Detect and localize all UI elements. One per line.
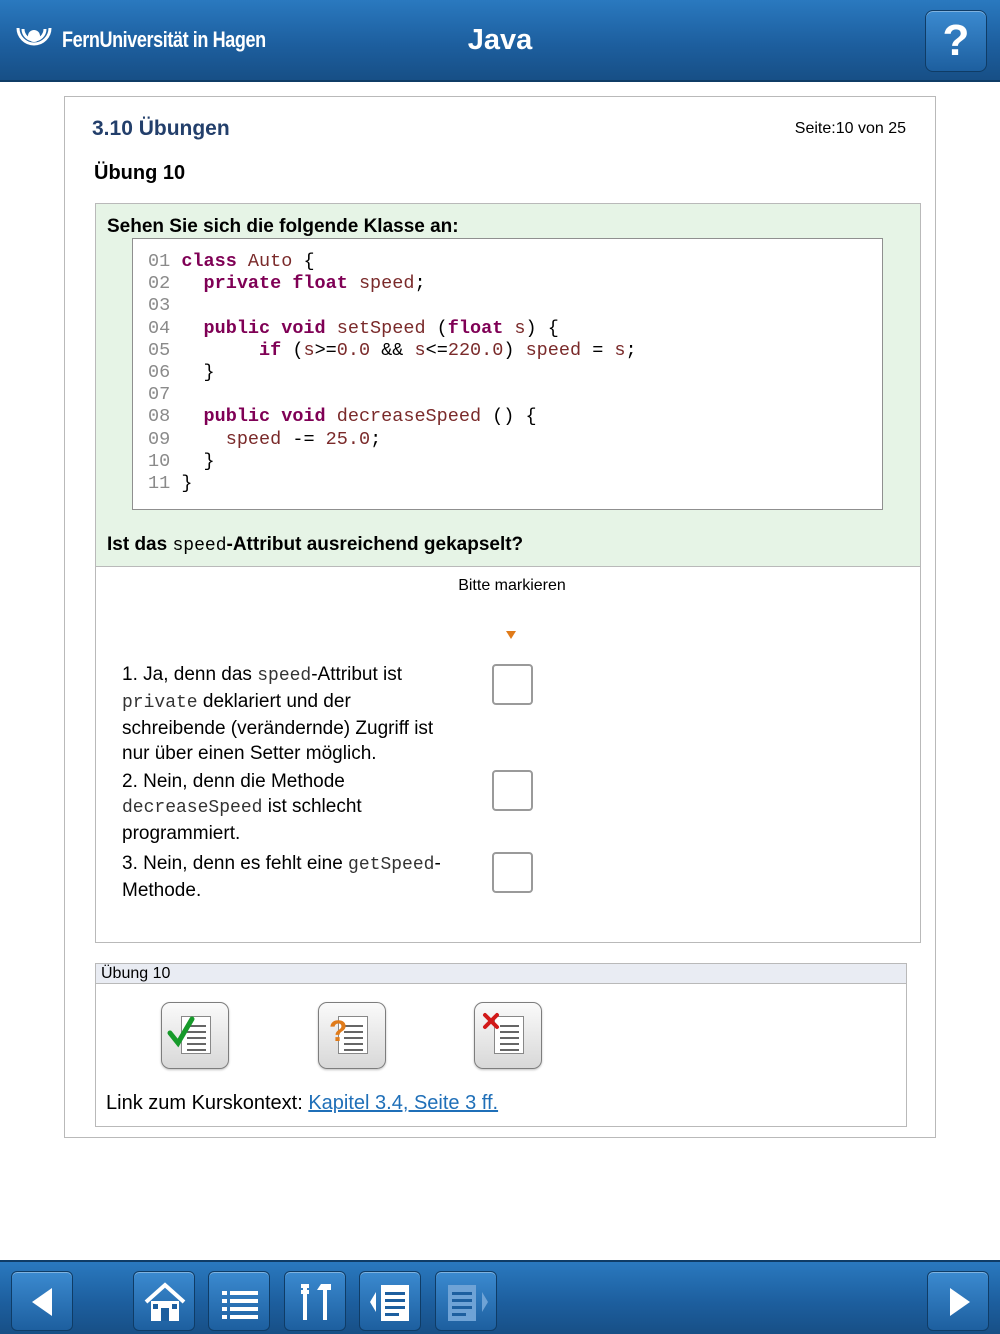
question-text (107, 534, 523, 556)
home-icon (134, 1272, 196, 1332)
next-document-button[interactable] (435, 1271, 497, 1331)
line-number: 05 (148, 339, 182, 361)
arrow-right-icon (928, 1272, 990, 1332)
code-token: () { (492, 406, 537, 428)
answer-code: getSpeed (348, 855, 435, 875)
document-right-icon (436, 1272, 498, 1332)
code-token: ( (436, 317, 448, 339)
answer-text: 1. Ja, denn das (122, 664, 258, 685)
code-token: ) (503, 339, 526, 361)
answer-text: 2. Nein, denn die Methode (122, 771, 345, 792)
check-answer-button[interactable] (161, 1002, 229, 1069)
line-number: 03 (148, 295, 182, 317)
question-box (95, 203, 921, 567)
code-token: { (303, 251, 315, 272)
answer-checkbox-2[interactable] (492, 770, 533, 811)
home-button[interactable] (133, 1271, 195, 1331)
answer-text: deklariert und der schreibende (verändernde) Zugriff ist nur über einen Setter möglich. (122, 691, 434, 764)
line-number: 01 (148, 251, 182, 272)
code-token: ; (625, 339, 637, 361)
code-token: ; (414, 273, 426, 295)
answer-text: -Attribut ist (311, 664, 403, 685)
code-line (148, 362, 215, 384)
code-token: s (614, 339, 626, 361)
code-token: } (181, 362, 215, 383)
document-left-icon (360, 1272, 422, 1332)
answer-code: private (122, 693, 198, 713)
logo-text: FernUniversität in Hagen (62, 27, 266, 52)
help-button[interactable] (925, 10, 987, 72)
code-token: s (303, 339, 315, 361)
exercise-title: Übung 10 (94, 162, 186, 184)
code-line (148, 273, 426, 295)
question-before: Ist das (107, 534, 173, 555)
line-number: 11 (148, 473, 182, 494)
code-token: ) { (525, 317, 559, 339)
code-token: } (181, 450, 215, 472)
answer-text: -Methode. (122, 853, 441, 901)
arrow-down-icon (506, 631, 516, 639)
code-token: } (181, 473, 193, 494)
code-line (148, 295, 181, 317)
line-number: 07 (148, 384, 182, 406)
question-code: speed (172, 536, 227, 556)
line-number: 08 (148, 406, 182, 428)
code-line (148, 429, 381, 451)
code-line (148, 384, 181, 406)
list-icon (209, 1272, 271, 1332)
next-page-button[interactable] (927, 1271, 989, 1331)
question-after: -Attribut ausreichend gekapselt? (226, 534, 524, 555)
answer-text: 3. Nein, denn es fehlt eine (122, 853, 349, 874)
question-mark-icon (319, 1003, 387, 1070)
table-of-contents-button[interactable] (208, 1271, 270, 1331)
code-token: && (370, 339, 415, 361)
tools-icon (285, 1272, 347, 1332)
code-token: private float (181, 273, 348, 295)
code-token: ; (370, 428, 382, 450)
code-token: <= (425, 339, 448, 361)
exercise-tools (95, 963, 907, 1127)
code-token: speed (181, 428, 282, 450)
arrow-left-icon (12, 1272, 74, 1332)
code-token: public void (181, 406, 326, 428)
code-token: 25.0 (325, 428, 371, 450)
mark-hint: Bitte markieren (458, 577, 566, 594)
svg-text:?: ? (329, 1015, 348, 1048)
code-token: public void (181, 317, 326, 339)
intro-text: Sehen Sie sich die folgende Klasse an: (107, 216, 459, 237)
code-token: float (447, 317, 504, 339)
answer-option-1 (122, 662, 452, 766)
code-token: >= (314, 339, 337, 361)
line-number: 02 (148, 273, 182, 295)
code-line (148, 473, 192, 495)
cross-icon (475, 1003, 543, 1070)
code-line (148, 251, 315, 273)
code-token: s (503, 317, 526, 339)
app-title: Java (467, 24, 533, 56)
line-number: 06 (148, 362, 182, 383)
course-context-line (106, 1092, 498, 1115)
code-token: 220.0 (447, 339, 504, 361)
code-token: Auto (236, 251, 304, 272)
code-token: speed (525, 339, 582, 361)
code-token: speed (347, 273, 415, 295)
answer-checkbox-1[interactable] (492, 664, 533, 705)
answer-option-2 (122, 769, 452, 846)
page-indicator: Seite:10 von 25 (794, 120, 906, 137)
content-frame (64, 96, 936, 1138)
show-hint-button[interactable] (318, 1002, 386, 1069)
code-listing (132, 238, 883, 510)
bottom-nav-bar (0, 1260, 1000, 1334)
code-token: setSpeed (325, 317, 437, 339)
code-token: decreaseSpeed (325, 406, 493, 428)
code-token: ( (281, 339, 304, 361)
code-token: 0.0 (336, 339, 371, 361)
answer-code: speed (257, 666, 312, 686)
line-number: 04 (148, 317, 182, 339)
reset-answer-button[interactable] (474, 1002, 542, 1069)
answer-text: ist schlecht programmiert. (122, 796, 362, 844)
answer-option-3 (122, 851, 452, 903)
code-token: = (581, 339, 615, 361)
code-token: -= (281, 428, 326, 450)
code-line (148, 318, 559, 340)
top-bar (0, 0, 1000, 82)
checkmark-icon (162, 1003, 230, 1070)
answer-code: decreaseSpeed (122, 798, 263, 818)
code-token: if (181, 339, 282, 361)
code-token: class (181, 251, 237, 272)
line-number: 09 (148, 428, 182, 450)
code-token: s (414, 339, 426, 361)
code-line (148, 406, 537, 428)
line-number: 10 (148, 450, 182, 472)
previous-document-button[interactable] (359, 1271, 421, 1331)
link-prefix: Link zum Kurskontext: (106, 1092, 309, 1114)
course-context-link[interactable]: Kapitel 3.4, Seite 3 ff. (308, 1092, 499, 1114)
question-mark-icon: ? (942, 16, 970, 65)
tools-button[interactable] (284, 1271, 346, 1331)
answer-checkbox-3[interactable] (492, 852, 533, 893)
previous-page-button[interactable] (11, 1271, 73, 1331)
section-title: 3.10 Übungen (92, 117, 230, 140)
answers-box (95, 567, 921, 943)
tools-header: Übung 10 (96, 964, 906, 984)
code-line (148, 340, 637, 362)
code-line (148, 451, 215, 473)
